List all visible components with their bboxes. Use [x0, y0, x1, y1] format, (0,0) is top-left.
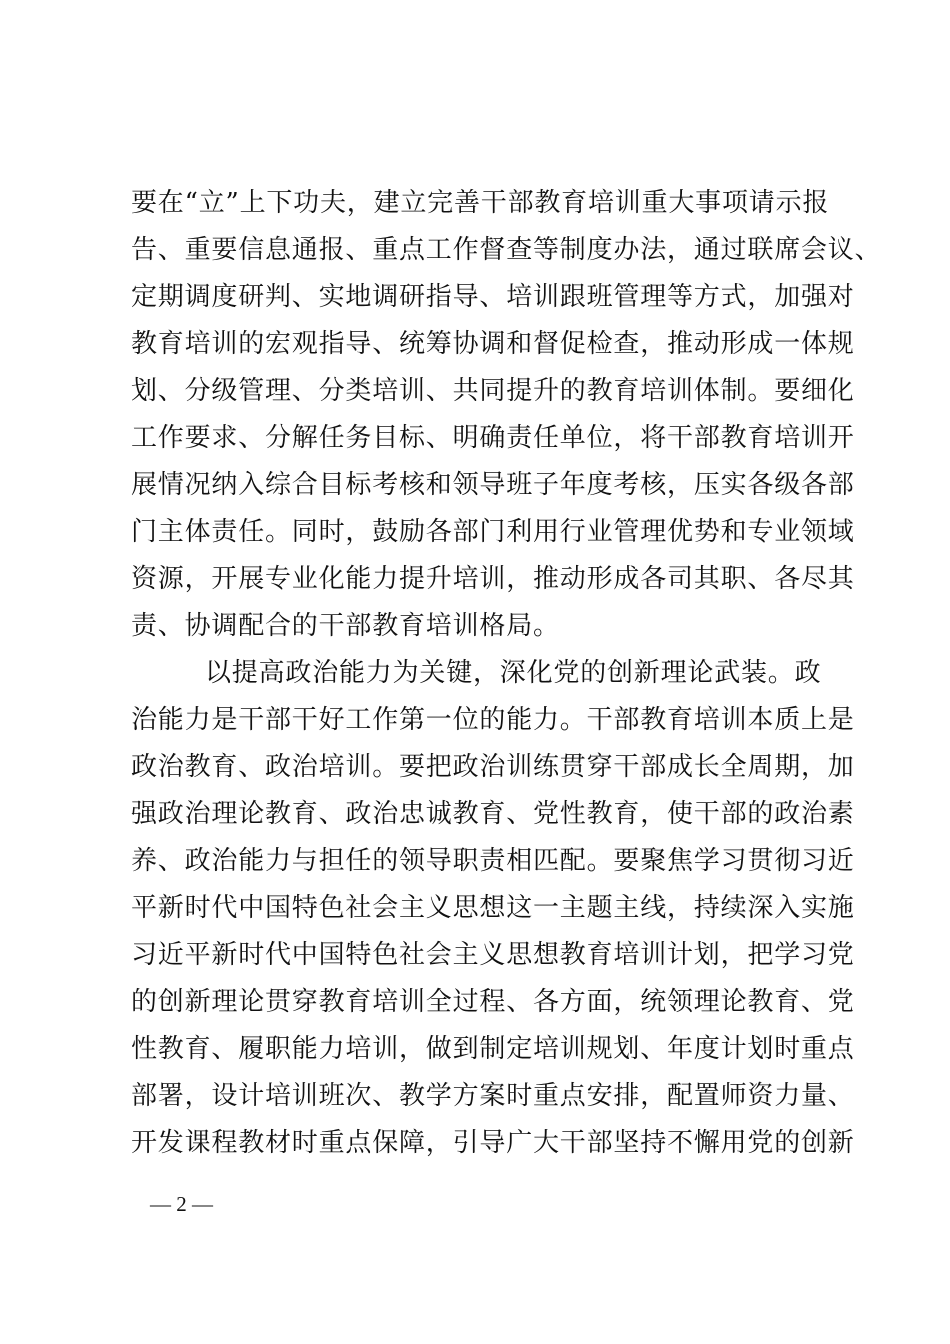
- paragraph-2-line-11: 开发课程教材时重点保障，引导广大干部坚持不懈用党的创新: [131, 1128, 855, 1158]
- paragraph-2-line-7: 习近平新时代中国特色社会主义思想教育培训计划，把学习党: [131, 940, 855, 970]
- paragraph-1: [131, 180, 882, 650]
- paragraph-2-line-1: 以提高政治能力为关键，深化党的创新理论武装。政: [205, 658, 822, 688]
- paragraph-1-line-5: 划、分级管理、分类培训、共同提升的教育培训体制。要细化: [131, 376, 855, 406]
- paragraph-2: [131, 650, 855, 1167]
- paragraph-1-line-3: 定期调度研判、实地调研指导、培训跟班管理等方式，加强对: [131, 282, 855, 312]
- paragraph-1-line-8: 门主体责任。同时，鼓励各部门利用行业管理优势和专业领域: [131, 517, 855, 547]
- paragraph-1-line-4: 教育培训的宏观指导、统筹协调和督促检查，推动形成一体规: [131, 329, 855, 359]
- paragraph-2-line-9: 性教育、履职能力培训，做到制定培训规划、年度计划时重点: [131, 1034, 855, 1064]
- paragraph-2-line-5: 养、政治能力与担任的领导职责相匹配。要聚焦学习贯彻习近: [131, 846, 855, 876]
- paragraph-1-line-10: 责、协调配合的干部教育培训格局。: [131, 611, 560, 641]
- page-number: — 2 —: [150, 1192, 213, 1216]
- paragraph-2-line-4: 强政治理论教育、政治忠诚教育、党性教育，使干部的政治素: [131, 799, 855, 829]
- paragraph-2-line-10: 部署，设计培训班次、教学方案时重点安排，配置师资力量、: [131, 1081, 855, 1111]
- document-body: [131, 180, 882, 1167]
- paragraph-1-line-1: 要在“立”上下功夫，建立完善干部教育培训重大事项请示报: [131, 188, 830, 218]
- paragraph-2-line-8: 的创新理论贯穿教育培训全过程、各方面，统领理论教育、党: [131, 987, 855, 1017]
- paragraph-1-line-2: 告、重要信息通报、重点工作督查等制度办法，通过联席会议、: [131, 235, 882, 265]
- paragraph-1-line-6: 工作要求、分解任务目标、明确责任单位，将干部教育培训开: [131, 423, 855, 453]
- paragraph-2-line-2: 治能力是干部干好工作第一位的能力。干部教育培训本质上是: [131, 705, 855, 735]
- paragraph-2-line-6: 平新时代中国特色社会主义思想这一主题主线，持续深入实施: [131, 893, 855, 923]
- paragraph-1-line-9: 资源，开展专业化能力提升培训，推动形成各司其职、各尽其: [131, 564, 855, 594]
- paragraph-1-line-7: 展情况纳入综合目标考核和领导班子年度考核，压实各级各部: [131, 470, 855, 500]
- paragraph-2-line-3: 政治教育、政治培训。要把政治训练贯穿干部成长全周期，加: [131, 752, 855, 782]
